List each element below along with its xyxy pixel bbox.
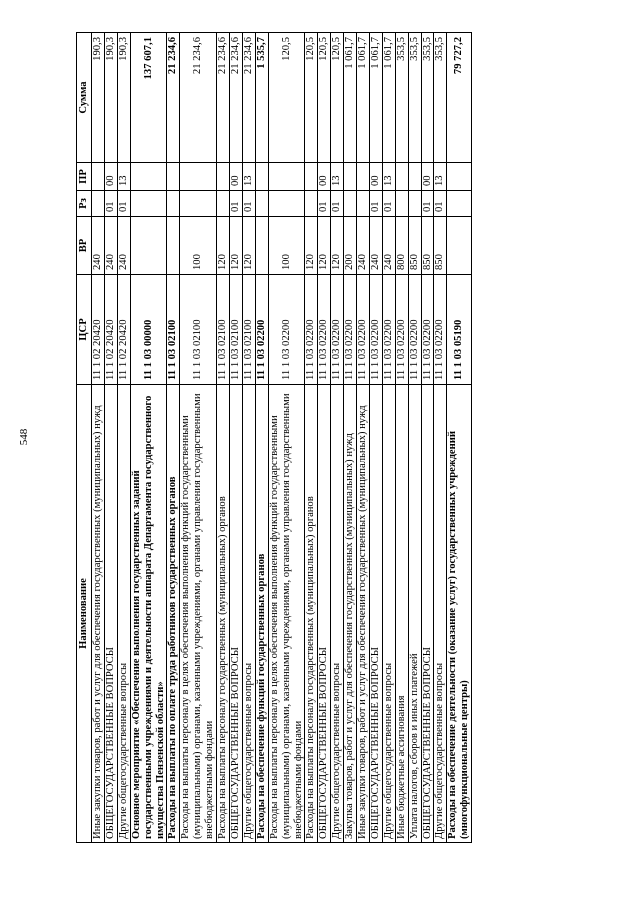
row-csr: 11 1 03 02200 [318,275,331,385]
row-vr: 240 [92,217,105,275]
row-sum: 353,5 [421,33,434,163]
table-row [395,33,408,843]
table-row [167,33,180,843]
row-name: Другие общегосударственные вопросы [382,385,395,843]
row-name: Основное мероприятие «Обеспечение выполнения государственных заданий государственными учреждениями и деятельности аппарата Департамента государственного имущества Пензенской области» [130,385,167,843]
row-pr [357,163,370,191]
row-rz [130,191,167,217]
table-row [318,33,331,843]
row-name: Расходы на выплаты по оплате труда работников государственных органов [167,385,180,843]
row-csr: 11 1 03 02100 [229,275,242,385]
row-name: ОБЩЕГОСУДАРСТВЕННЫЕ ВОПРОСЫ [318,385,331,843]
row-pr [167,163,180,191]
row-pr [268,163,305,191]
row-vr: 120 [318,217,331,275]
table-row [104,33,117,843]
row-rz [344,191,357,217]
row-vr: 850 [434,217,447,275]
row-csr: 11 1 03 02100 [167,275,180,385]
table-row [434,33,447,843]
row-sum: 190,3 [117,33,130,163]
row-pr [447,163,472,191]
row-rz: 01 [369,191,382,217]
row-pr: 13 [117,163,130,191]
table-row [382,33,395,843]
row-rz [395,191,408,217]
row-csr: 11 1 03 05190 [447,275,472,385]
row-csr: 11 1 03 02200 [434,275,447,385]
row-pr [255,163,268,191]
row-csr: 11 1 03 02200 [331,275,344,385]
row-pr [305,163,318,191]
row-name: Другие общегосударственные вопросы [242,385,255,843]
row-sum: 1 061,7 [344,33,357,163]
table-row [217,33,230,843]
table-row [447,33,472,843]
budget-table [76,32,472,843]
row-rz: 01 [117,191,130,217]
row-pr: 00 [104,163,117,191]
page-number: 548 [18,428,30,446]
row-rz [167,191,180,217]
row-sum: 21 234,6 [167,33,180,163]
row-sum: 120,5 [331,33,344,163]
row-vr [130,217,167,275]
row-csr: 11 1 03 02200 [268,275,305,385]
row-rz: 01 [229,191,242,217]
table-body [92,33,472,843]
row-sum: 190,3 [104,33,117,163]
table-row [305,33,318,843]
row-sum: 353,5 [395,33,408,163]
row-rz [180,191,217,217]
row-csr: 11 1 03 02100 [180,275,217,385]
row-name: ОБЩЕГОСУДАРСТВЕННЫЕ ВОПРОСЫ [229,385,242,843]
row-name: Иные бюджетные ассигнования [395,385,408,843]
row-sum: 1 535,7 [255,33,268,163]
row-rz: 01 [242,191,255,217]
row-pr [217,163,230,191]
row-sum: 353,5 [434,33,447,163]
row-name: Другие общегосударственные вопросы [331,385,344,843]
row-vr: 100 [268,217,305,275]
row-rz [92,191,105,217]
row-sum: 21 234,6 [242,33,255,163]
row-rz: 01 [434,191,447,217]
table-row [331,33,344,843]
row-rz: 01 [104,191,117,217]
header-rz: Рз [77,191,92,217]
row-sum: 21 234,6 [180,33,217,163]
row-name: ОБЩЕГОСУДАРСТВЕННЫЕ ВОПРОСЫ [369,385,382,843]
row-csr: 11 1 03 02200 [395,275,408,385]
row-name: Другие общегосударственные вопросы [434,385,447,843]
row-pr: 00 [421,163,434,191]
header-csr: ЦСР [77,275,92,385]
row-rz [408,191,421,217]
row-pr: 00 [369,163,382,191]
row-rz: 01 [421,191,434,217]
row-pr: 00 [229,163,242,191]
row-pr: 13 [242,163,255,191]
row-rz [217,191,230,217]
header-sum: Сумма [77,33,92,163]
row-csr: 11 1 03 02200 [255,275,268,385]
row-vr: 200 [344,217,357,275]
row-pr [395,163,408,191]
row-csr: 11 1 03 02200 [421,275,434,385]
row-sum: 120,5 [318,33,331,163]
row-vr: 120 [217,217,230,275]
row-name: ОБЩЕГОСУДАРСТВЕННЫЕ ВОПРОСЫ [104,385,117,843]
row-vr: 100 [180,217,217,275]
table-row [357,33,370,843]
row-sum: 79 727,2 [447,33,472,163]
row-vr: 850 [408,217,421,275]
row-csr: 11 1 02 20420 [92,275,105,385]
row-name: ОБЩЕГОСУДАРСТВЕННЫЕ ВОПРОСЫ [421,385,434,843]
row-vr: 120 [242,217,255,275]
row-sum: 120,5 [268,33,305,163]
row-sum: 21 234,6 [217,33,230,163]
row-vr [447,217,472,275]
row-rz: 01 [382,191,395,217]
rotated-page-content [76,33,561,843]
row-csr: 11 1 02 20420 [117,275,130,385]
row-csr: 11 1 02 20420 [104,275,117,385]
row-name: Расходы на выплаты персоналу государственных (муниципальных) органов [217,385,230,843]
row-csr: 11 1 03 02100 [217,275,230,385]
row-vr: 240 [382,217,395,275]
row-vr: 120 [229,217,242,275]
row-csr: 11 1 03 02200 [344,275,357,385]
table-row [268,33,305,843]
table-row [92,33,105,843]
row-rz [357,191,370,217]
row-sum: 120,5 [305,33,318,163]
row-rz [255,191,268,217]
table-row [255,33,268,843]
row-name: Уплата налогов, сборов и иных платежей [408,385,421,843]
row-csr: 11 1 03 00000 [130,275,167,385]
row-rz [305,191,318,217]
row-sum: 190,3 [92,33,105,163]
table-row [421,33,434,843]
table-row [242,33,255,843]
row-name: Закупка товаров, работ и услуг для обеспечения государственных (муниципальных) нужд [344,385,357,843]
row-sum: 1 061,7 [382,33,395,163]
row-vr: 120 [331,217,344,275]
row-vr: 120 [305,217,318,275]
row-csr: 11 1 03 02100 [242,275,255,385]
table-row [229,33,242,843]
row-rz: 01 [331,191,344,217]
row-csr: 11 1 03 02200 [357,275,370,385]
table-row [130,33,167,843]
header-pr: ПР [77,163,92,191]
header-name: Наименование [77,385,92,843]
row-sum: 1 061,7 [369,33,382,163]
header-vr: ВР [77,217,92,275]
row-vr: 240 [357,217,370,275]
row-name: Расходы на выплаты персоналу в целях обеспечения выполнения функций государственными (муниципальными) органами, казенными учреждениями, органами управления государственными внебюджетными фондами [180,385,217,843]
row-csr: 11 1 03 02200 [369,275,382,385]
row-name: Расходы на обеспечение функций государственных органов [255,385,268,843]
row-sum: 137 607,1 [130,33,167,163]
row-vr [167,217,180,275]
row-vr: 240 [369,217,382,275]
table-row [344,33,357,843]
row-name: Другие общегосударственные вопросы [117,385,130,843]
table-row [369,33,382,843]
row-vr: 240 [104,217,117,275]
row-rz: 01 [318,191,331,217]
row-pr [344,163,357,191]
row-name: Расходы на выплаты персоналу в целях обеспечения выполнения функций государственными (муниципальными) органами, казенными учреждениями, органами управления государственными внебюджетными фондами [268,385,305,843]
row-rz [447,191,472,217]
row-csr: 11 1 03 02200 [305,275,318,385]
row-name: Иные закупки товаров, работ и услуг для обеспечения государственных (муниципальных) нужд [92,385,105,843]
row-name: Расходы на обеспечение деятельности (оказание услуг) государственных учреждений (многофункциональные центры) [447,385,472,843]
row-sum: 1 061,7 [357,33,370,163]
table-row [180,33,217,843]
row-pr: 13 [382,163,395,191]
row-pr [408,163,421,191]
row-sum: 21 234,6 [229,33,242,163]
row-vr: 240 [117,217,130,275]
table-row [408,33,421,843]
row-sum: 353,5 [408,33,421,163]
row-vr [255,217,268,275]
row-csr: 11 1 03 02200 [382,275,395,385]
row-rz [268,191,305,217]
row-name: Расходы на выплаты персоналу государственных (муниципальных) органов [305,385,318,843]
row-pr: 13 [331,163,344,191]
row-vr: 850 [421,217,434,275]
row-vr: 800 [395,217,408,275]
table-row [117,33,130,843]
row-pr [92,163,105,191]
row-pr [130,163,167,191]
row-pr [180,163,217,191]
row-pr: 00 [318,163,331,191]
table-header-row [77,33,92,843]
row-pr: 13 [434,163,447,191]
row-csr: 11 1 03 02200 [408,275,421,385]
row-name: Иные закупки товаров, работ и услуг для обеспечения государственных (муниципальных) нужд [357,385,370,843]
